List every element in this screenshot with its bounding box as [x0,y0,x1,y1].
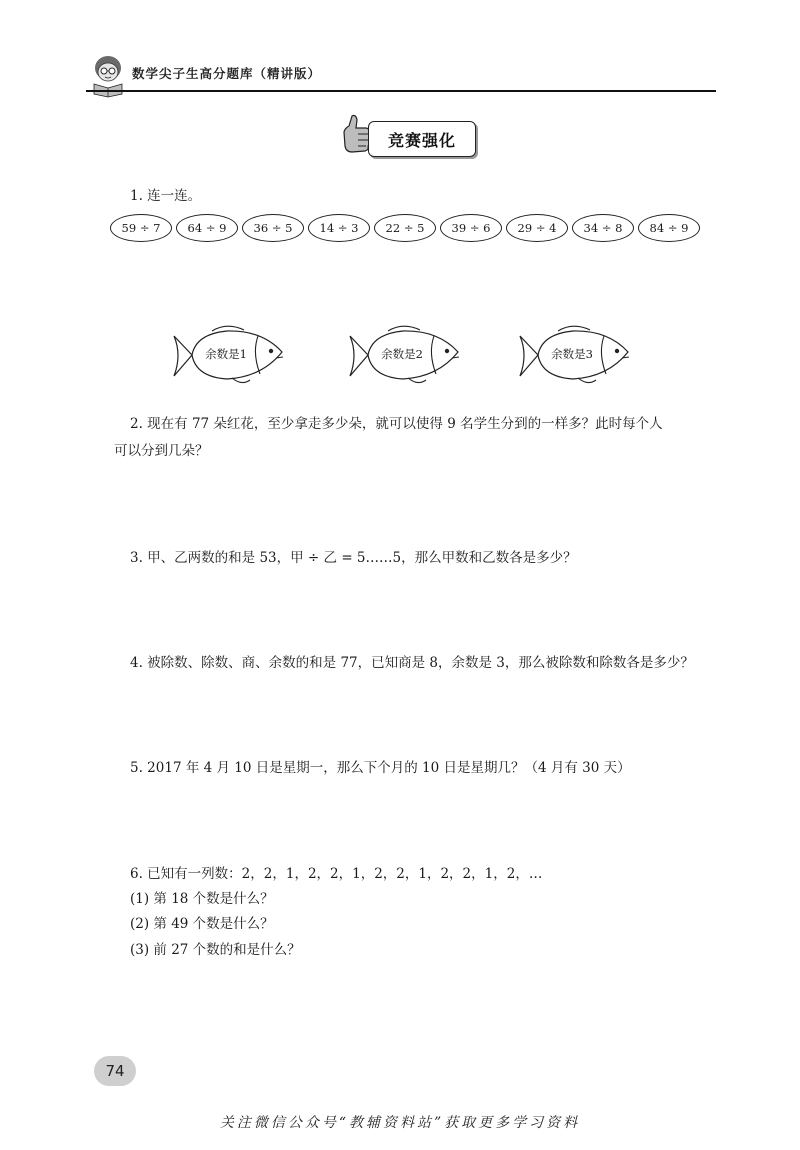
question-6-sub-3: (3) 前 27 个数的和是什么？ [130,942,301,958]
question-6: 6. 已知有一列数：2，2，1，2，2，1，2，2，1，2，2，1，2，… [130,866,543,882]
header-divider [86,90,716,92]
division-oval[interactable]: 36 ÷ 5 [242,214,304,242]
fish-remainder-3[interactable] [518,322,636,388]
question-6-sub-1: (1) 第 18 个数是什么？ [130,891,274,907]
division-oval[interactable]: 39 ÷ 6 [440,214,502,242]
division-oval[interactable]: 14 ÷ 3 [308,214,370,242]
section-badge [368,121,476,157]
fish-label: 余数是3 [551,347,593,361]
question-1-title: 1. 连一连。 [130,188,202,204]
division-oval[interactable]: 84 ÷ 9 [638,214,700,242]
division-oval[interactable]: 64 ÷ 9 [176,214,238,242]
question-4: 4. 被除数、除数、商、余数的和是 77，已知商是 8，余数是 3，那么被除数和除数各是多少？ [130,655,694,671]
question-5: 5. 2017 年 4 月 10 日是星期一，那么下个月的 10 日是星期几？（4 月有 30 天） [130,760,631,776]
fish-label: 余数是2 [381,347,423,361]
division-options [110,214,700,244]
division-oval[interactable]: 22 ÷ 5 [374,214,436,242]
footer-note: 关注微信公众号“教辅资料站”获取更多学习资料 [219,1115,581,1131]
division-oval[interactable]: 29 ÷ 4 [506,214,568,242]
fish-remainder-2[interactable] [348,322,466,388]
book-title: 数学尖子生高分题库（精讲版） [132,66,322,81]
question-3: 3. 甲、乙两数的和是 53，甲 ÷ 乙 = 5……5，那么甲数和乙数各是多少？ [130,550,577,566]
question-6-sub-2: (2) 第 49 个数是什么？ [130,916,274,932]
division-oval[interactable]: 59 ÷ 7 [110,214,172,242]
fish-label: 余数是1 [205,347,247,361]
section-title: 竞赛强化 [387,130,456,150]
fish-remainder-1[interactable] [172,322,290,388]
division-oval[interactable]: 34 ÷ 8 [572,214,634,242]
page-number: 74 [105,1062,125,1080]
question-2-line-1: 2. 现在有 77 朵红花，至少拿走多少朵，就可以使得 9 名学生分到的一样多？此时每个人 [130,416,663,432]
question-2-line-2: 可以分到几朵？ [114,443,209,459]
